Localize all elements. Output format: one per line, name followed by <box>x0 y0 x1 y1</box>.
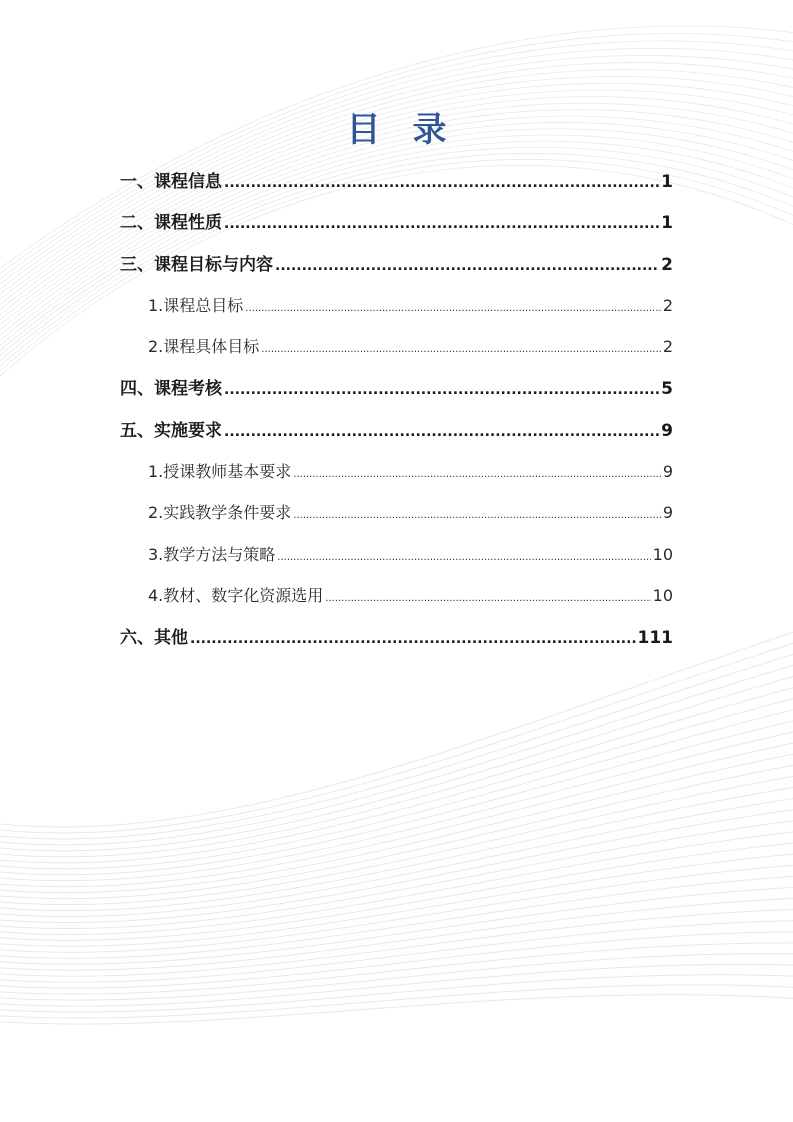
toc-page-number: 2 <box>662 337 673 356</box>
toc-page-number: 2 <box>661 255 673 275</box>
toc-entry-assessment[interactable] <box>120 377 673 401</box>
toc-entry-text: 2.课程具体目标 <box>148 337 260 356</box>
toc-entry-text: 一、课程信息 <box>120 172 222 192</box>
toc-entry-text: 2.实践教学条件要求 <box>148 503 292 522</box>
toc-entry-specific-goals[interactable] <box>148 335 673 359</box>
toc-dot-leader <box>261 338 661 362</box>
toc-dot-leader <box>293 463 661 487</box>
toc-dot-leader <box>224 420 659 444</box>
toc-entry-practice-conditions[interactable] <box>148 501 673 525</box>
toc-page-number: 2 <box>662 296 673 315</box>
toc-dot-leader <box>224 378 659 402</box>
toc-entry-course-goals[interactable] <box>120 253 673 277</box>
toc-page-number: 111 <box>637 628 673 648</box>
toc-page-number: 1 <box>661 172 673 192</box>
toc-dot-leader <box>224 212 659 236</box>
toc-dot-leader <box>224 171 659 195</box>
toc-page-number: 10 <box>652 545 673 564</box>
toc-entry-teacher-requirements[interactable] <box>148 460 673 484</box>
toc-page-number: 5 <box>661 379 673 399</box>
toc-page-number: 10 <box>652 586 673 605</box>
toc-dot-leader <box>245 297 661 321</box>
toc-dot-leader <box>275 254 659 278</box>
toc-page-number: 1 <box>661 213 673 233</box>
toc-entry-text: 六、其他 <box>120 628 188 648</box>
toc-entry-text: 1.授课教师基本要求 <box>148 462 292 481</box>
toc-entry-textbooks-resources[interactable] <box>148 584 673 608</box>
toc-entry-other[interactable] <box>120 626 673 650</box>
toc-page-number: 9 <box>662 503 673 522</box>
toc-entry-implementation[interactable] <box>120 419 673 443</box>
page-title: 目录 <box>346 110 479 150</box>
toc-entry-text: 4.教材、数字化资源选用 <box>148 586 324 605</box>
toc-dot-leader <box>293 504 661 528</box>
toc-dot-leader <box>190 627 636 651</box>
toc-entry-overall-goal[interactable] <box>148 294 673 318</box>
toc-dot-leader <box>277 546 650 570</box>
toc-entry-course-info[interactable] <box>120 170 673 194</box>
toc-entry-text: 五、实施要求 <box>120 421 222 441</box>
toc-page-number: 9 <box>662 462 673 481</box>
toc-entry-teaching-methods[interactable] <box>148 543 673 567</box>
toc-entry-text: 三、课程目标与内容 <box>120 255 273 275</box>
toc-page-number: 9 <box>661 421 673 441</box>
toc-entry-text: 1.课程总目标 <box>148 296 244 315</box>
toc-entry-text: 四、课程考核 <box>120 379 222 399</box>
toc-entry-text: 二、课程性质 <box>120 213 222 233</box>
toc-dot-leader <box>325 587 650 611</box>
toc-entry-course-nature[interactable] <box>120 211 673 235</box>
toc-entry-text: 3.教学方法与策略 <box>148 545 276 564</box>
